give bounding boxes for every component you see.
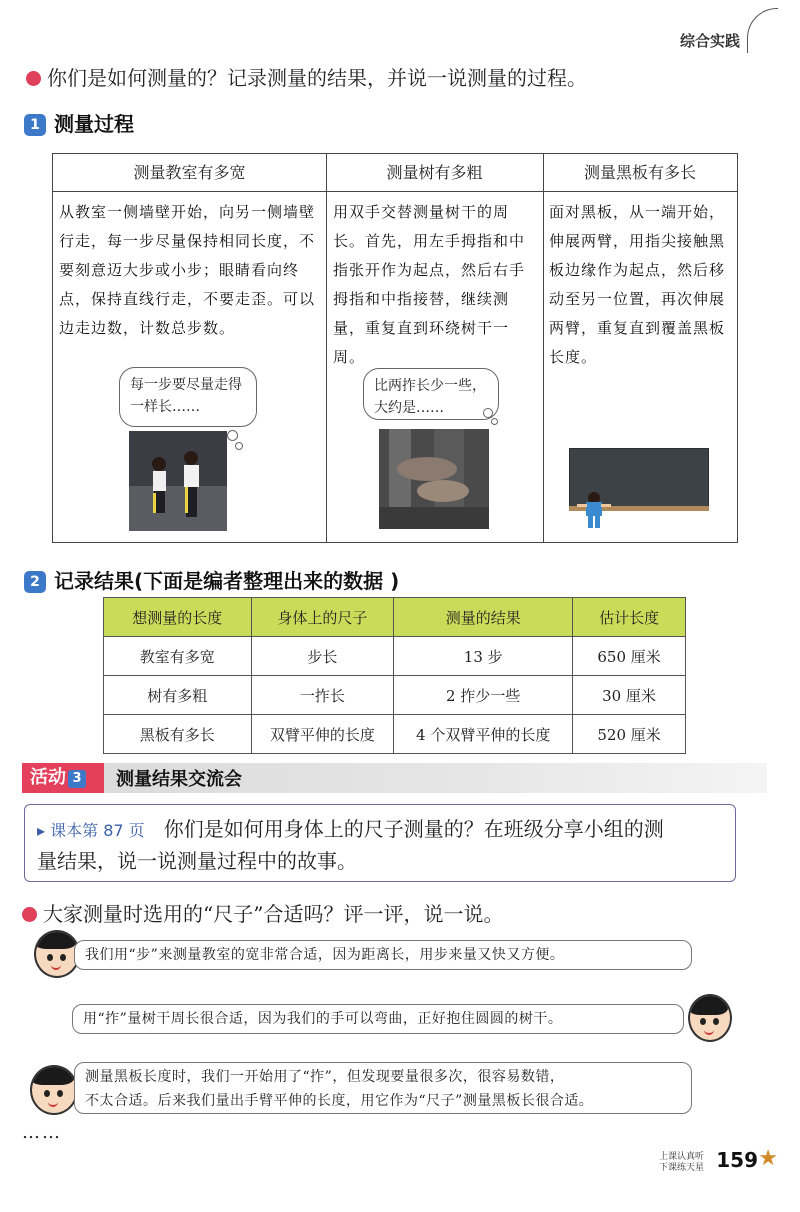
table-row <box>104 676 686 715</box>
thought-dot <box>491 418 498 425</box>
step-1-title: 测量过程 <box>54 112 134 136</box>
textbook-ref: 课本第 87 页 <box>50 821 145 840</box>
thought-dot <box>235 442 243 450</box>
activity-label <box>22 763 104 793</box>
process-head-tree: 测量树有多粗 <box>326 154 543 192</box>
star-icon: ★ <box>758 1146 778 1171</box>
process-text-blackboard: 面对黑板，从一端开始，伸展两臂，用指尖接触黑板边缘作为起点，然后移动至另一位置，再次伸展两臂，重复直到覆盖黑板长度。 <box>549 203 726 366</box>
results-header: 测量的结果 <box>394 598 573 637</box>
question-2-text: 大家测量时选用的“尺子”合适吗？评一评，说一说。 <box>43 902 504 926</box>
bullet-icon <box>26 71 41 86</box>
thought-dot <box>483 408 493 418</box>
step-1-badge: 1 <box>24 114 46 136</box>
question-1 <box>26 62 587 91</box>
process-head-blackboard: 测量黑板有多长 <box>543 154 737 192</box>
textbook-text-1: 你们是如何用身体上的尺子测量的？在班级分享小组的测 <box>163 817 664 841</box>
table-cell: 双臂平伸的长度 <box>251 715 394 754</box>
comment-blackboard <box>74 1062 692 1114</box>
table-cell: 30 厘米 <box>573 676 686 715</box>
step-2-heading <box>24 565 399 594</box>
process-head-classroom: 测量教室有多宽 <box>53 154 326 192</box>
page-corner-decoration <box>747 8 778 53</box>
column-divider <box>326 154 327 542</box>
table-cell: 650 厘米 <box>573 637 686 676</box>
boy-avatar-icon <box>30 1065 78 1115</box>
thought-bubble-classroom: 每一步要尽量走得一样长…… <box>119 367 257 427</box>
column-divider <box>543 154 544 542</box>
table-cell: 步长 <box>251 637 394 676</box>
comment-blackboard-line-1: 测量黑板长度时，我们一开始用了“拃”，但发现要量很多次，很容易数错， <box>85 1069 565 1085</box>
step-2-badge: 2 <box>24 571 46 593</box>
girl-avatar-icon <box>688 994 732 1042</box>
table-cell: 黑板有多长 <box>104 715 252 754</box>
section-tag: 综合实践 <box>679 32 740 50</box>
bullet-icon <box>22 907 37 922</box>
photo-tree-hands <box>379 429 489 529</box>
step-2-title: 记录结果(下面是编者整理出来的数据 ) <box>54 569 400 593</box>
activity-title: 测量结果交流会 <box>116 769 242 790</box>
activity-label-text: 活动 <box>30 767 66 788</box>
table-cell: 教室有多宽 <box>104 637 252 676</box>
table-cell: 一拃长 <box>251 676 394 715</box>
table-cell: 13 步 <box>394 637 573 676</box>
results-header: 身体上的尺子 <box>251 598 394 637</box>
thought-dot <box>227 430 238 441</box>
blackboard-illustration <box>569 448 709 528</box>
results-header-row <box>104 598 686 637</box>
process-table <box>52 153 738 543</box>
results-table <box>103 597 686 754</box>
page-number: 159 <box>716 1148 758 1172</box>
question-2 <box>22 898 503 927</box>
textbook-reference-box <box>24 804 736 882</box>
thought-bubble-tree: 比两拃长少一些，大约是…… <box>363 368 499 420</box>
results-header: 估计长度 <box>573 598 686 637</box>
comment-tree: 用“拃”量树干周长很合适，因为我们的手可以弯曲，正好抱住圆圆的树干。 <box>72 1004 684 1034</box>
ellipsis: …… <box>22 1122 62 1143</box>
comment-blackboard-line-2: 不太合适。后来我们量出手臂平伸的长度，用它作为“尺子”测量黑板长很合适。 <box>85 1093 594 1109</box>
table-row <box>104 637 686 676</box>
photo-students-walking <box>129 431 227 531</box>
textbook-text-2: 量结果，说一说测量过程中的故事。 <box>37 849 357 873</box>
table-row <box>104 715 686 754</box>
step-1-heading <box>24 108 134 137</box>
footer-badge-line-2: 下课练天星 <box>658 1163 704 1173</box>
textbook-ref-arrow-icon: ▸ <box>37 821 51 840</box>
process-text-tree: 用双手交替测量树干的周长。首先，用左手拇指和中指张开作为起点，然后右手拇指和中指接替，继续测量，重复直到环绕树干一周。 <box>333 203 526 366</box>
footer-badge-line-1: 上课认真听 <box>658 1152 704 1162</box>
footer-badge <box>659 1152 704 1174</box>
table-cell: 520 厘米 <box>573 715 686 754</box>
comment-classroom: 我们用“步”来测量教室的宽非常合适，因为距离长，用步来量又快又方便。 <box>74 940 692 970</box>
activity-number: 3 <box>68 770 86 788</box>
process-text-classroom: 从教室一侧墙壁开始，向另一侧墙壁行走，每一步尽量保持相同长度，不要刻意迈大步或小步；眼睛看向终点，保持直线行走，不要走歪。可以边走边数，计数总步数。 <box>59 203 316 337</box>
question-1-text: 你们是如何测量的？记录测量的结果，并说一说测量的过程。 <box>47 66 587 90</box>
textbook-line-1 <box>37 811 727 847</box>
results-header: 想测量的长度 <box>104 598 252 637</box>
table-cell: 2 拃少一些 <box>394 676 573 715</box>
table-cell: 4 个双臂平伸的长度 <box>394 715 573 754</box>
table-cell: 树有多粗 <box>104 676 252 715</box>
